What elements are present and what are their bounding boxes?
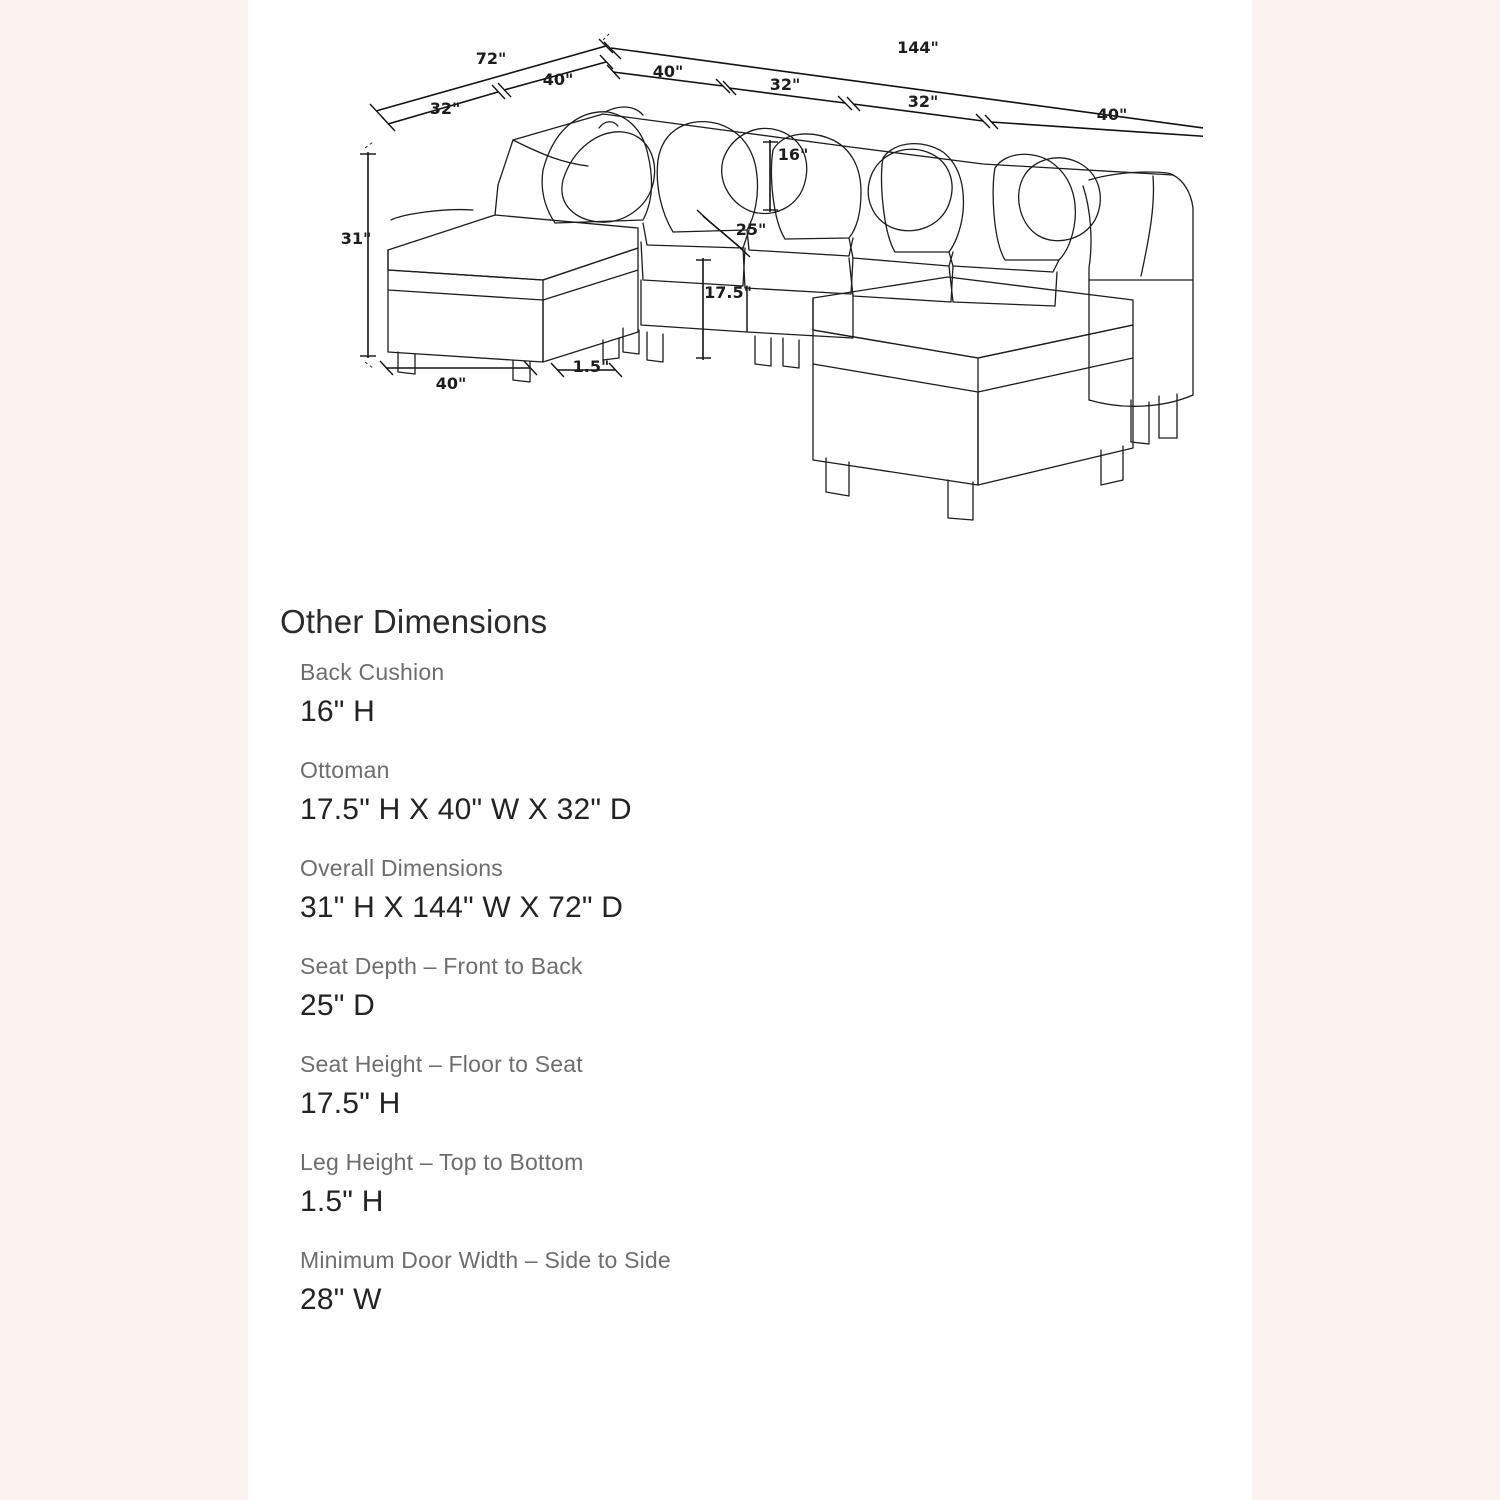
spec-label-seat-height: Seat Height – Floor to Seat	[300, 1051, 583, 1077]
spec-label-overall-dimensions: Overall Dimensions	[300, 855, 503, 881]
spec-label-seat-depth: Seat Depth – Front to Back	[300, 953, 583, 979]
label-40-right: 40"	[1096, 105, 1128, 124]
label-32-left: 32"	[769, 75, 801, 94]
sofa-dimension-diagram	[293, 0, 1203, 555]
spec-label-ottoman: Ottoman	[300, 757, 390, 783]
spec-label-minimum-door-width: Minimum Door Width – Side to Side	[300, 1247, 671, 1273]
spec-value-leg-height: 1.5" H	[300, 1185, 384, 1218]
spec-list	[248, 641, 1252, 1317]
spec-value-overall-dimensions: 31" H X 144" W X 72" D	[300, 891, 624, 924]
label-40-left: 40"	[542, 70, 574, 89]
spec-value-ottoman: 17.5" H X 40" W X 32" D	[300, 793, 632, 826]
other-dimensions-section	[248, 555, 1252, 1317]
spec-value-seat-height: 17.5" H	[300, 1087, 401, 1120]
label-32-depth: 32"	[429, 99, 461, 118]
label-1-5-leg: 1.5"	[572, 357, 610, 376]
label-16-back-cushion: 16"	[777, 145, 809, 164]
spec-label-back-cushion: Back Cushion	[300, 659, 445, 685]
label-144: 144"	[897, 38, 939, 57]
spec-value-minimum-door-width: 28" W	[300, 1283, 382, 1316]
page-title: Other Dimensions	[280, 603, 548, 640]
label-31-height: 31"	[340, 229, 372, 248]
label-72: 72"	[475, 49, 507, 68]
label-17-5-seat-height: 17.5"	[704, 283, 752, 302]
spec-value-seat-depth: 25" D	[300, 989, 376, 1022]
spec-value-back-cushion: 16" H	[300, 695, 376, 728]
label-40-mid: 40"	[652, 62, 684, 81]
spec-label-leg-height: Leg Height – Top to Bottom	[300, 1149, 584, 1175]
label-40-ottoman: 40"	[435, 374, 467, 393]
label-25-seat-depth: 25"	[735, 220, 767, 239]
document-sheet	[248, 0, 1252, 1500]
label-32-right: 32"	[907, 92, 939, 111]
